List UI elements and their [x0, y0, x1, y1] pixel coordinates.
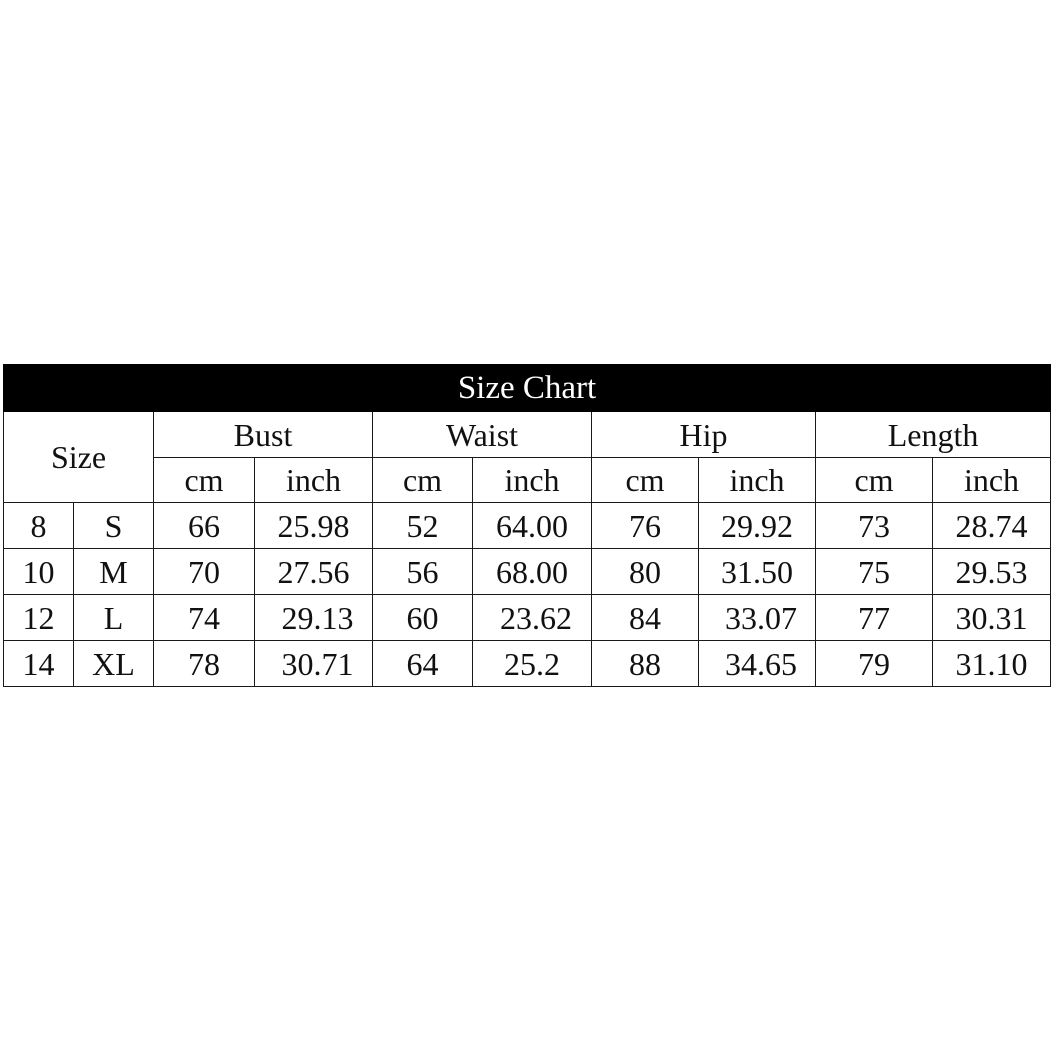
hip-inch-unit: inch: [699, 458, 816, 503]
size-number: 10: [4, 549, 74, 595]
length-inch-value: 31.10: [933, 641, 1051, 687]
size-number: 12: [4, 595, 74, 641]
size-header: Size: [4, 412, 154, 503]
table-row: [4, 549, 1051, 595]
length-cm-value: 75: [816, 549, 933, 595]
waist-cm-value: 56: [373, 549, 473, 595]
hip-cm-unit: cm: [592, 458, 699, 503]
hip-inch-value: 33.07: [699, 595, 816, 641]
bust-cm-value: 78: [154, 641, 255, 687]
hip-cm-value: 84: [592, 595, 699, 641]
length-inch-value: 28.74: [933, 503, 1051, 549]
bust-inch-value: 25.98: [255, 503, 373, 549]
waist-inch-value: 23.62: [473, 595, 592, 641]
length-inch-unit: inch: [933, 458, 1051, 503]
hip-cm-value: 76: [592, 503, 699, 549]
length-cm-unit: cm: [816, 458, 933, 503]
hip-header: Hip: [592, 412, 816, 458]
bust-inch-value: 29.13: [255, 595, 373, 641]
chart-title: Size Chart: [4, 365, 1051, 412]
measurement-header-row: [4, 412, 1051, 458]
length-cm-value: 73: [816, 503, 933, 549]
size-number: 14: [4, 641, 74, 687]
bust-inch-value: 30.71: [255, 641, 373, 687]
hip-cm-value: 80: [592, 549, 699, 595]
table-row: [4, 641, 1051, 687]
length-header: Length: [816, 412, 1051, 458]
size-letter: M: [74, 549, 154, 595]
waist-cm-value: 64: [373, 641, 473, 687]
waist-inch-unit: inch: [473, 458, 592, 503]
bust-cm-value: 70: [154, 549, 255, 595]
size-chart-table: [3, 364, 1051, 687]
length-cm-value: 79: [816, 641, 933, 687]
length-inch-value: 29.53: [933, 549, 1051, 595]
hip-inch-value: 29.92: [699, 503, 816, 549]
title-row: [4, 365, 1051, 412]
unit-header-row: [4, 458, 1051, 503]
length-inch-value: 30.31: [933, 595, 1051, 641]
waist-inch-value: 64.00: [473, 503, 592, 549]
waist-cm-value: 60: [373, 595, 473, 641]
waist-cm-unit: cm: [373, 458, 473, 503]
bust-inch-value: 27.56: [255, 549, 373, 595]
size-number: 8: [4, 503, 74, 549]
waist-cm-value: 52: [373, 503, 473, 549]
size-letter: XL: [74, 641, 154, 687]
table-row: [4, 595, 1051, 641]
size-letter: L: [74, 595, 154, 641]
bust-cm-unit: cm: [154, 458, 255, 503]
hip-inch-value: 34.65: [699, 641, 816, 687]
bust-header: Bust: [154, 412, 373, 458]
hip-cm-value: 88: [592, 641, 699, 687]
waist-header: Waist: [373, 412, 592, 458]
bust-cm-value: 66: [154, 503, 255, 549]
size-letter: S: [74, 503, 154, 549]
waist-inch-value: 68.00: [473, 549, 592, 595]
length-cm-value: 77: [816, 595, 933, 641]
bust-cm-value: 74: [154, 595, 255, 641]
waist-inch-value: 25.2: [473, 641, 592, 687]
hip-inch-value: 31.50: [699, 549, 816, 595]
table-row: [4, 503, 1051, 549]
bust-inch-unit: inch: [255, 458, 373, 503]
